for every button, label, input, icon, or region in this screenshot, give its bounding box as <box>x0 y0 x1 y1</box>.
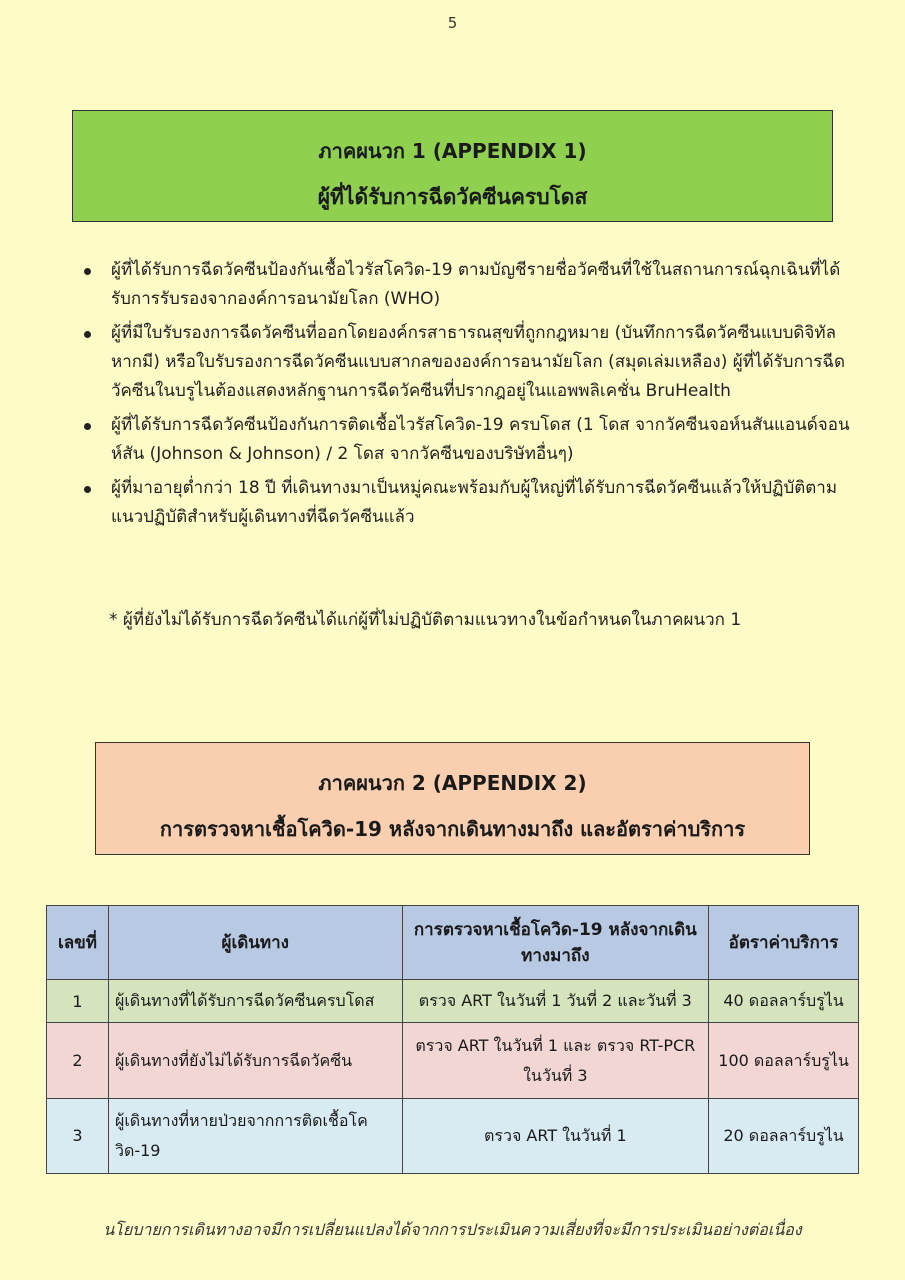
table-row <box>47 1099 859 1174</box>
policy-footer-note: นโยบายการเดินทางอาจมีการเปลี่ยนแปลงได้จากการประเมินความเสี่ยงที่จะมีการประเมินอย่างต่อเนื่อง <box>103 1220 802 1239</box>
table-row <box>47 980 859 1023</box>
appendix2-heading: ภาคผนวก 2 (APPENDIX 2) <box>318 771 587 795</box>
appendix1-header-box <box>72 110 833 222</box>
bullet-text: ผู้ที่ได้รับการฉีดวัคซีนป้องกันเชื้อไวรัสโควิด-19 ตามบัญชีรายชื่อวัคซีนที่ใช้ในสถานการณ์ฉุกเฉินที่ได้รับการรับรองจากองค์การอนามัยโลก (WHO) <box>111 260 841 309</box>
bullet-text: ผู้ที่มีใบรับรองการฉีดวัคซีนที่ออกโดยองค์กรสาธารณสุขที่ถูกกฎหมาย (บันทึกการฉีดวัคซีนแบบดิจิทัลหากมี) หรือใบรับรองการฉีดวัคซีนแบบสากลขององค์การอนามัยโลก (สมุดเล่มเหลือง) ผู้ที่ได้รับการฉีดวัคซีนในบรูไนต้องแสดงหลักฐานการฉีดวัคซีนที่ปรากฎอยู่ในแอพพลิเคชั่น BruHealth <box>111 323 846 401</box>
list-item <box>84 319 854 406</box>
appendix1-note: * ผู้ที่ยังไม่ได้รับการฉีดวัคซีนได้แก่ผู้ที่ไม่ปฏิบัติตามแนวทางในข้อกำหนดในภาคผนวก 1 <box>109 610 742 630</box>
page-number: 5 <box>447 14 458 32</box>
row-traveler: ผู้เดินทางที่ได้รับการฉีดวัคซีนครบโดส <box>108 980 402 1023</box>
appendix1-bullet-list <box>84 256 854 537</box>
row-traveler: ผู้เดินทางที่ยังไม่ได้รับการฉีดวัคซีน <box>108 1023 402 1099</box>
bullet-icon <box>84 268 91 275</box>
header-number: เลขที่ <box>47 906 109 980</box>
bullet-text: ผู้ที่มาอายุต่ำกว่า 18 ปี ที่เดินทางมาเป็นหมู่คณะพร้อมกับผู้ใหญ่ที่ได้รับการฉีดวัคซีนแล้วให้ปฏิบัติตามแนวปฏิบัติสำหรับผู้เดินทางที่ฉีดวัคซีนแล้ว <box>111 478 838 527</box>
row-number: 2 <box>47 1023 109 1099</box>
bullet-text: ผู้ที่ได้รับการฉีดวัคซีนป้องกันการติดเชื้อไวรัสโควิด-19 ครบโดส (1 โดส จากวัคซีนจอห์นสันแอนด์จอนห์สัน (Johnson & Johnson) / 2 โดส จากวัคซีนของบริษัทอื่นๆ) <box>111 415 850 464</box>
appendix2-subheading: การตรวจหาเชื้อโควิด-19 หลังจากเดินทางมาถึง และอัตราค่าบริการ <box>159 817 746 841</box>
table-row <box>47 1023 859 1099</box>
appendix2-header-box <box>95 742 810 855</box>
table-header-row <box>47 906 859 980</box>
row-number: 1 <box>47 980 109 1023</box>
header-test: การตรวจหาเชื้อโควิด-19 หลังจากเดินทางมาถึง <box>402 906 709 980</box>
bullet-icon <box>84 331 91 338</box>
header-fee: อัตราค่าบริการ <box>709 906 859 980</box>
row-test: ตรวจ ART ในวันที่ 1 <box>402 1099 709 1174</box>
row-number: 3 <box>47 1099 109 1174</box>
row-test: ตรวจ ART ในวันที่ 1 วันที่ 2 และวันที่ 3 <box>402 980 709 1023</box>
header-traveler: ผู้เดินทาง <box>108 906 402 980</box>
row-traveler: ผู้เดินทางที่หายป่วยจากการติดเชื้อโควิด-19 <box>108 1099 402 1174</box>
testing-fee-table <box>46 905 859 1174</box>
row-fee: 20 ดอลลาร์บรูไน <box>709 1099 859 1174</box>
row-test: ตรวจ ART ในวันที่ 1 และ ตรวจ RT-PCR ในวันที่ 3 <box>402 1023 709 1099</box>
list-item <box>84 411 854 469</box>
row-fee: 40 ดอลลาร์บรูไน <box>709 980 859 1023</box>
row-fee: 100 ดอลลาร์บรูไน <box>709 1023 859 1099</box>
appendix1-subheading: ผู้ที่ได้รับการฉีดวัคซีนครบโดส <box>317 185 588 209</box>
list-item <box>84 256 854 314</box>
bullet-icon <box>84 423 91 430</box>
list-item <box>84 474 854 532</box>
bullet-icon <box>84 486 91 493</box>
appendix1-heading: ภาคผนวก 1 (APPENDIX 1) <box>318 139 587 163</box>
